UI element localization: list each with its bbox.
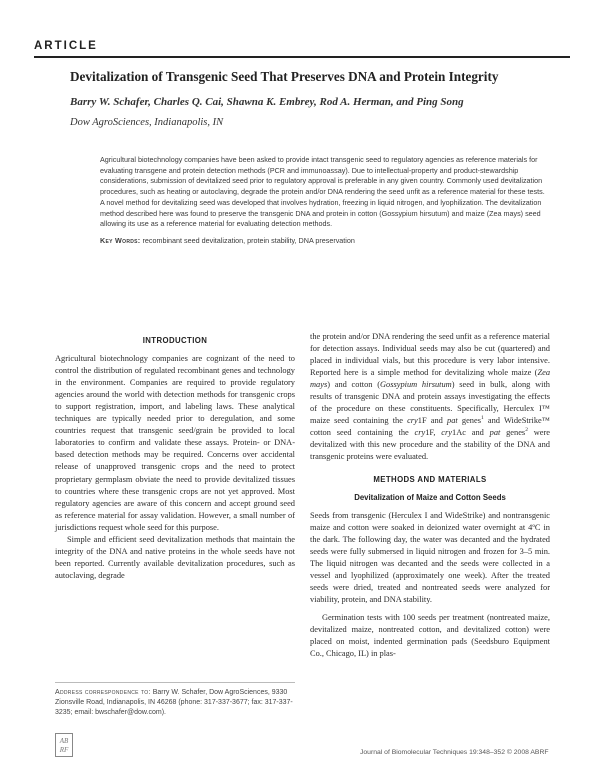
right-column	[310, 331, 550, 660]
abrf-logo-icon	[55, 733, 73, 757]
keywords-label: Key Words:	[100, 235, 141, 245]
keywords-text: recombinant seed devitalization, protein stability, DNA preservation	[142, 235, 355, 245]
methods-heading: METHODS AND MATERIALS	[373, 474, 487, 484]
methods-paragraph-2: Germination tests with 100 seeds per treatment (nontreated maize, devitalized maize, nontreated cotton, and devitalized cotton) were placed on moist, indented germination pads (Seedsburo Equipment Co., Chicago, IL) in plas-	[310, 612, 550, 659]
methods-paragraph-1: Seeds from transgenic (Herculex I and WideStrike) and nontransgenic maize and cotton were soaked in deionized water overnight at 4ºC in the dark. The following day, the water was decanted and the hydrated seeds were fully submersed in liquid nitrogen and frozen for 3–5 min. The liquid nitrogen was decanted and the seeds were collected in a vessel and lyophilized (approximately one week). After the treated seeds were dried, treated and nontreated seeds were analyzed for viability, protein, and DNA stability.	[310, 510, 550, 604]
affiliation: Dow AgroSciences, Indianapolis, IN	[70, 117, 224, 128]
abstract-text: Agricultural biotechnology companies have been asked to provide intact transgenic seed to regulatory agencies as reference materials for evaluating transgene and protein detection methods (PCR and immunoassay). Due to intellectual-property and product-stewardship considerations, submission of devitalized seed prior to regulatory approval is preferable in any given country. Commonly used devitalization procedures, such as heating or autoclaving, degrade the protein and/or DNA rendering the seed unfit as a reference material for these tests. A novel method for devitalizing seed was developed that involves hydration, freezing in liquid nitrogen, and lyophilization. The devitalization method described here was found to preserve the transgenic DNA and protein in cotton (Gossypium hirsutum) and maize (Zea mays) seed allowing its use as a reference material for evaluating detection methods.	[100, 155, 545, 229]
keywords	[100, 236, 548, 247]
header-rule	[34, 56, 570, 58]
devitalization-subheading: Devitalization of Maize and Cotton Seeds	[354, 492, 506, 502]
svg-text:AB: AB	[59, 737, 69, 745]
journal-citation: Journal of Biomolecular Techniques 19:348–352 © 2008 ABRF	[360, 749, 549, 756]
introduction-heading: INTRODUCTION	[142, 336, 208, 345]
intro-paragraph-2: Simple and efficient seed devitalization methods that maintain the integrity of the DNA and native proteins in the whole seeds have not been reported. Currently available devitalization procedures, such as autoclaving, degrade	[55, 534, 295, 580]
correspondence-rule	[55, 682, 295, 683]
abstract	[100, 155, 548, 247]
correspondence-label: Address correspondence to:	[55, 689, 151, 696]
svg-text:RF: RF	[59, 746, 69, 754]
left-column	[55, 331, 295, 582]
authors: Barry W. Schafer, Charles Q. Cai, Shawna K. Embrey, Rod A. Herman, and Ping Song	[70, 96, 464, 108]
intro-paragraph-3: the protein and/or DNA rendering the seed unfit as a reference material for detection assays. Individual seeds may also be cut (quartered) and placed in individual vials, but this procedure is very labor intensive. Reported here is a simple method for devitalizing whole maize (Zea mays) and cotton (Gossypium hirsutum) seed in bulk, along with results of transgenic DNA and protein assays investigating the effects of the procedure on these constituents. Specifically, Herculex I™ maize seed containing the cry1F and pat genes$^1$ and WideStrike™ cotton seed containing the cry1F, cry1Ac and pat genes$^2$ were devitalized with this new procedure and the stability of the DNA and transgenic proteins were evaluated.	[310, 332, 550, 462]
intro-paragraph-1: Agricultural biotechnology companies are cognizant of the need to control the distribution of regulated recombinant genes and technology in the environment. Companies are required to provide regulatory agencies around the world with detection methods for transgenic crops to support registration, import, and labeling laws. These analytical techniques are typically needed prior to deregulation, and some countries request that transgenic seed/grain be provided to local laboratories to confirm and validate these assays. Protein- or DNA-based detection methods may be required. Concerns over accidental release of unapproved transgenic crops and the need to protect proprietary germplasm obviate the need to provide devitalized tissues to countries where these transgenic crops are not yet approved. Most regulatory agencies are aware of this concern and accept ground seed as reference material for assay validation. However, a small number of jurisdictions request whole seed for this purpose.	[55, 354, 295, 532]
section-label: ARTICLE	[34, 40, 98, 52]
correspondence-text: Barry W. Schafer, Dow AgroSciences, 9330 Zionsville Road, Indianapolis, IN 46268 (phone: 317-337-3677; fax: 317-337-3235; email: bwschafer@dow.com).	[55, 689, 293, 717]
correspondence	[55, 688, 295, 719]
paper-title: Devitalization of Transgenic Seed That Preserves DNA and Protein Integrity	[70, 69, 499, 84]
